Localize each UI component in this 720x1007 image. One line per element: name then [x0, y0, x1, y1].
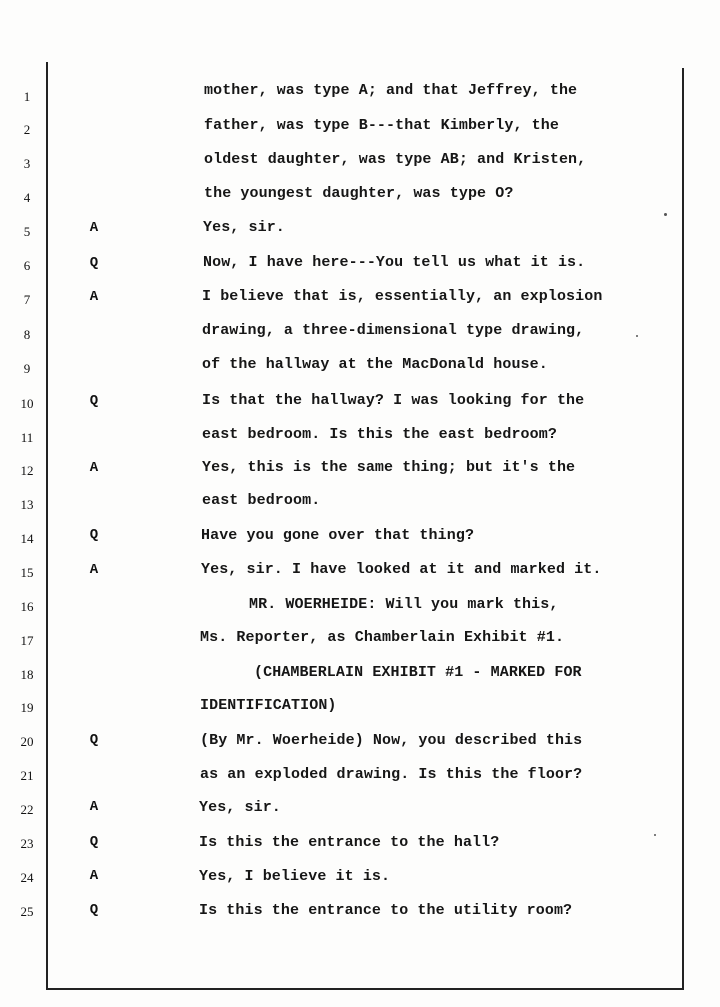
scan-speck [664, 213, 667, 216]
right-margin-rule [682, 68, 684, 990]
transcript-line: Yes, sir. [203, 219, 285, 236]
transcript-line: east bedroom. [202, 492, 321, 509]
speaker-marker: Q [89, 255, 99, 271]
transcript-line: drawing, a three-dimensional type drawing, [202, 322, 585, 339]
transcript-line: father, was type B---that Kimberly, the [204, 117, 559, 134]
speaker-marker: Q [89, 527, 99, 543]
transcript-line: as an exploded drawing. Is this the floor? [200, 766, 583, 783]
left-margin-rule [46, 62, 48, 990]
line-number: 10 [20, 396, 34, 411]
line-number: 20 [20, 734, 34, 749]
line-number: 7 [23, 292, 31, 307]
transcript-line: (CHAMBERLAIN EXHIBIT #1 - MARKED FOR [254, 664, 582, 681]
line-number: 24 [20, 870, 34, 885]
speaker-marker: A [89, 220, 99, 236]
transcript-line: mother, was type A; and that Jeffrey, the [204, 82, 578, 99]
transcript-line: Ms. Reporter, as Chamberlain Exhibit #1. [200, 629, 565, 646]
speaker-marker: Q [89, 732, 99, 748]
speaker-marker: Q [89, 393, 99, 409]
speaker-marker: A [89, 289, 99, 305]
line-number: 22 [20, 802, 34, 817]
line-number: 16 [20, 599, 34, 614]
scan-speck [654, 834, 656, 836]
speaker-marker: A [89, 799, 99, 815]
transcript-line: Yes, sir. [199, 799, 281, 816]
transcript-line: Is this the entrance to the hall? [199, 834, 500, 851]
transcript-line: east bedroom. Is this the east bedroom? [202, 426, 557, 443]
transcript-line: (By Mr. Woerheide) Now, you described this [200, 732, 583, 749]
line-number: 4 [23, 190, 31, 205]
scan-speck [636, 335, 638, 337]
transcript-line: Yes, this is the same thing; but it's the [202, 459, 576, 476]
line-number: 3 [23, 156, 31, 171]
transcript-line: Yes, sir. I have looked at it and marked it. [201, 561, 602, 578]
line-number: 15 [20, 565, 34, 580]
transcript-line: IDENTIFICATION) [200, 697, 337, 714]
line-number: 12 [20, 463, 34, 478]
line-number: 18 [20, 667, 34, 682]
transcript-line: MR. WOERHEIDE: Will you mark this, [249, 596, 559, 613]
speaker-marker: A [89, 460, 99, 476]
bottom-margin-rule [46, 988, 684, 990]
transcript-line: Have you gone over that thing? [201, 527, 475, 544]
line-number: 13 [20, 497, 34, 512]
line-number: 23 [20, 836, 34, 851]
transcript-line: the youngest daughter, was type O? [204, 185, 514, 202]
transcript-line: I believe that is, essentially, an explosion [202, 288, 603, 305]
transcript-line: Now, I have here---You tell us what it is. [203, 254, 586, 271]
speaker-marker: A [89, 868, 99, 884]
line-number: 14 [20, 531, 34, 546]
line-number: 6 [23, 258, 31, 273]
line-number: 5 [23, 224, 31, 239]
line-number: 19 [20, 700, 34, 715]
transcript-line: of the hallway at the MacDonald house. [202, 356, 548, 373]
speaker-marker: Q [89, 834, 99, 850]
line-number: 25 [20, 904, 34, 919]
line-number: 17 [20, 633, 34, 648]
speaker-marker: A [89, 562, 99, 578]
line-number: 21 [20, 768, 34, 783]
line-number: 2 [23, 122, 31, 137]
transcript-line: Is that the hallway? I was looking for the [202, 392, 585, 409]
line-number: 11 [20, 430, 34, 445]
line-number: 9 [23, 361, 31, 376]
transcript-line: oldest daughter, was type AB; and Kristen, [204, 151, 587, 168]
speaker-marker: Q [89, 902, 99, 918]
line-number: 8 [23, 327, 31, 342]
transcript-line: Is this the entrance to the utility room? [199, 902, 573, 919]
transcript-line: Yes, I believe it is. [199, 868, 391, 885]
line-number: 1 [23, 89, 31, 104]
